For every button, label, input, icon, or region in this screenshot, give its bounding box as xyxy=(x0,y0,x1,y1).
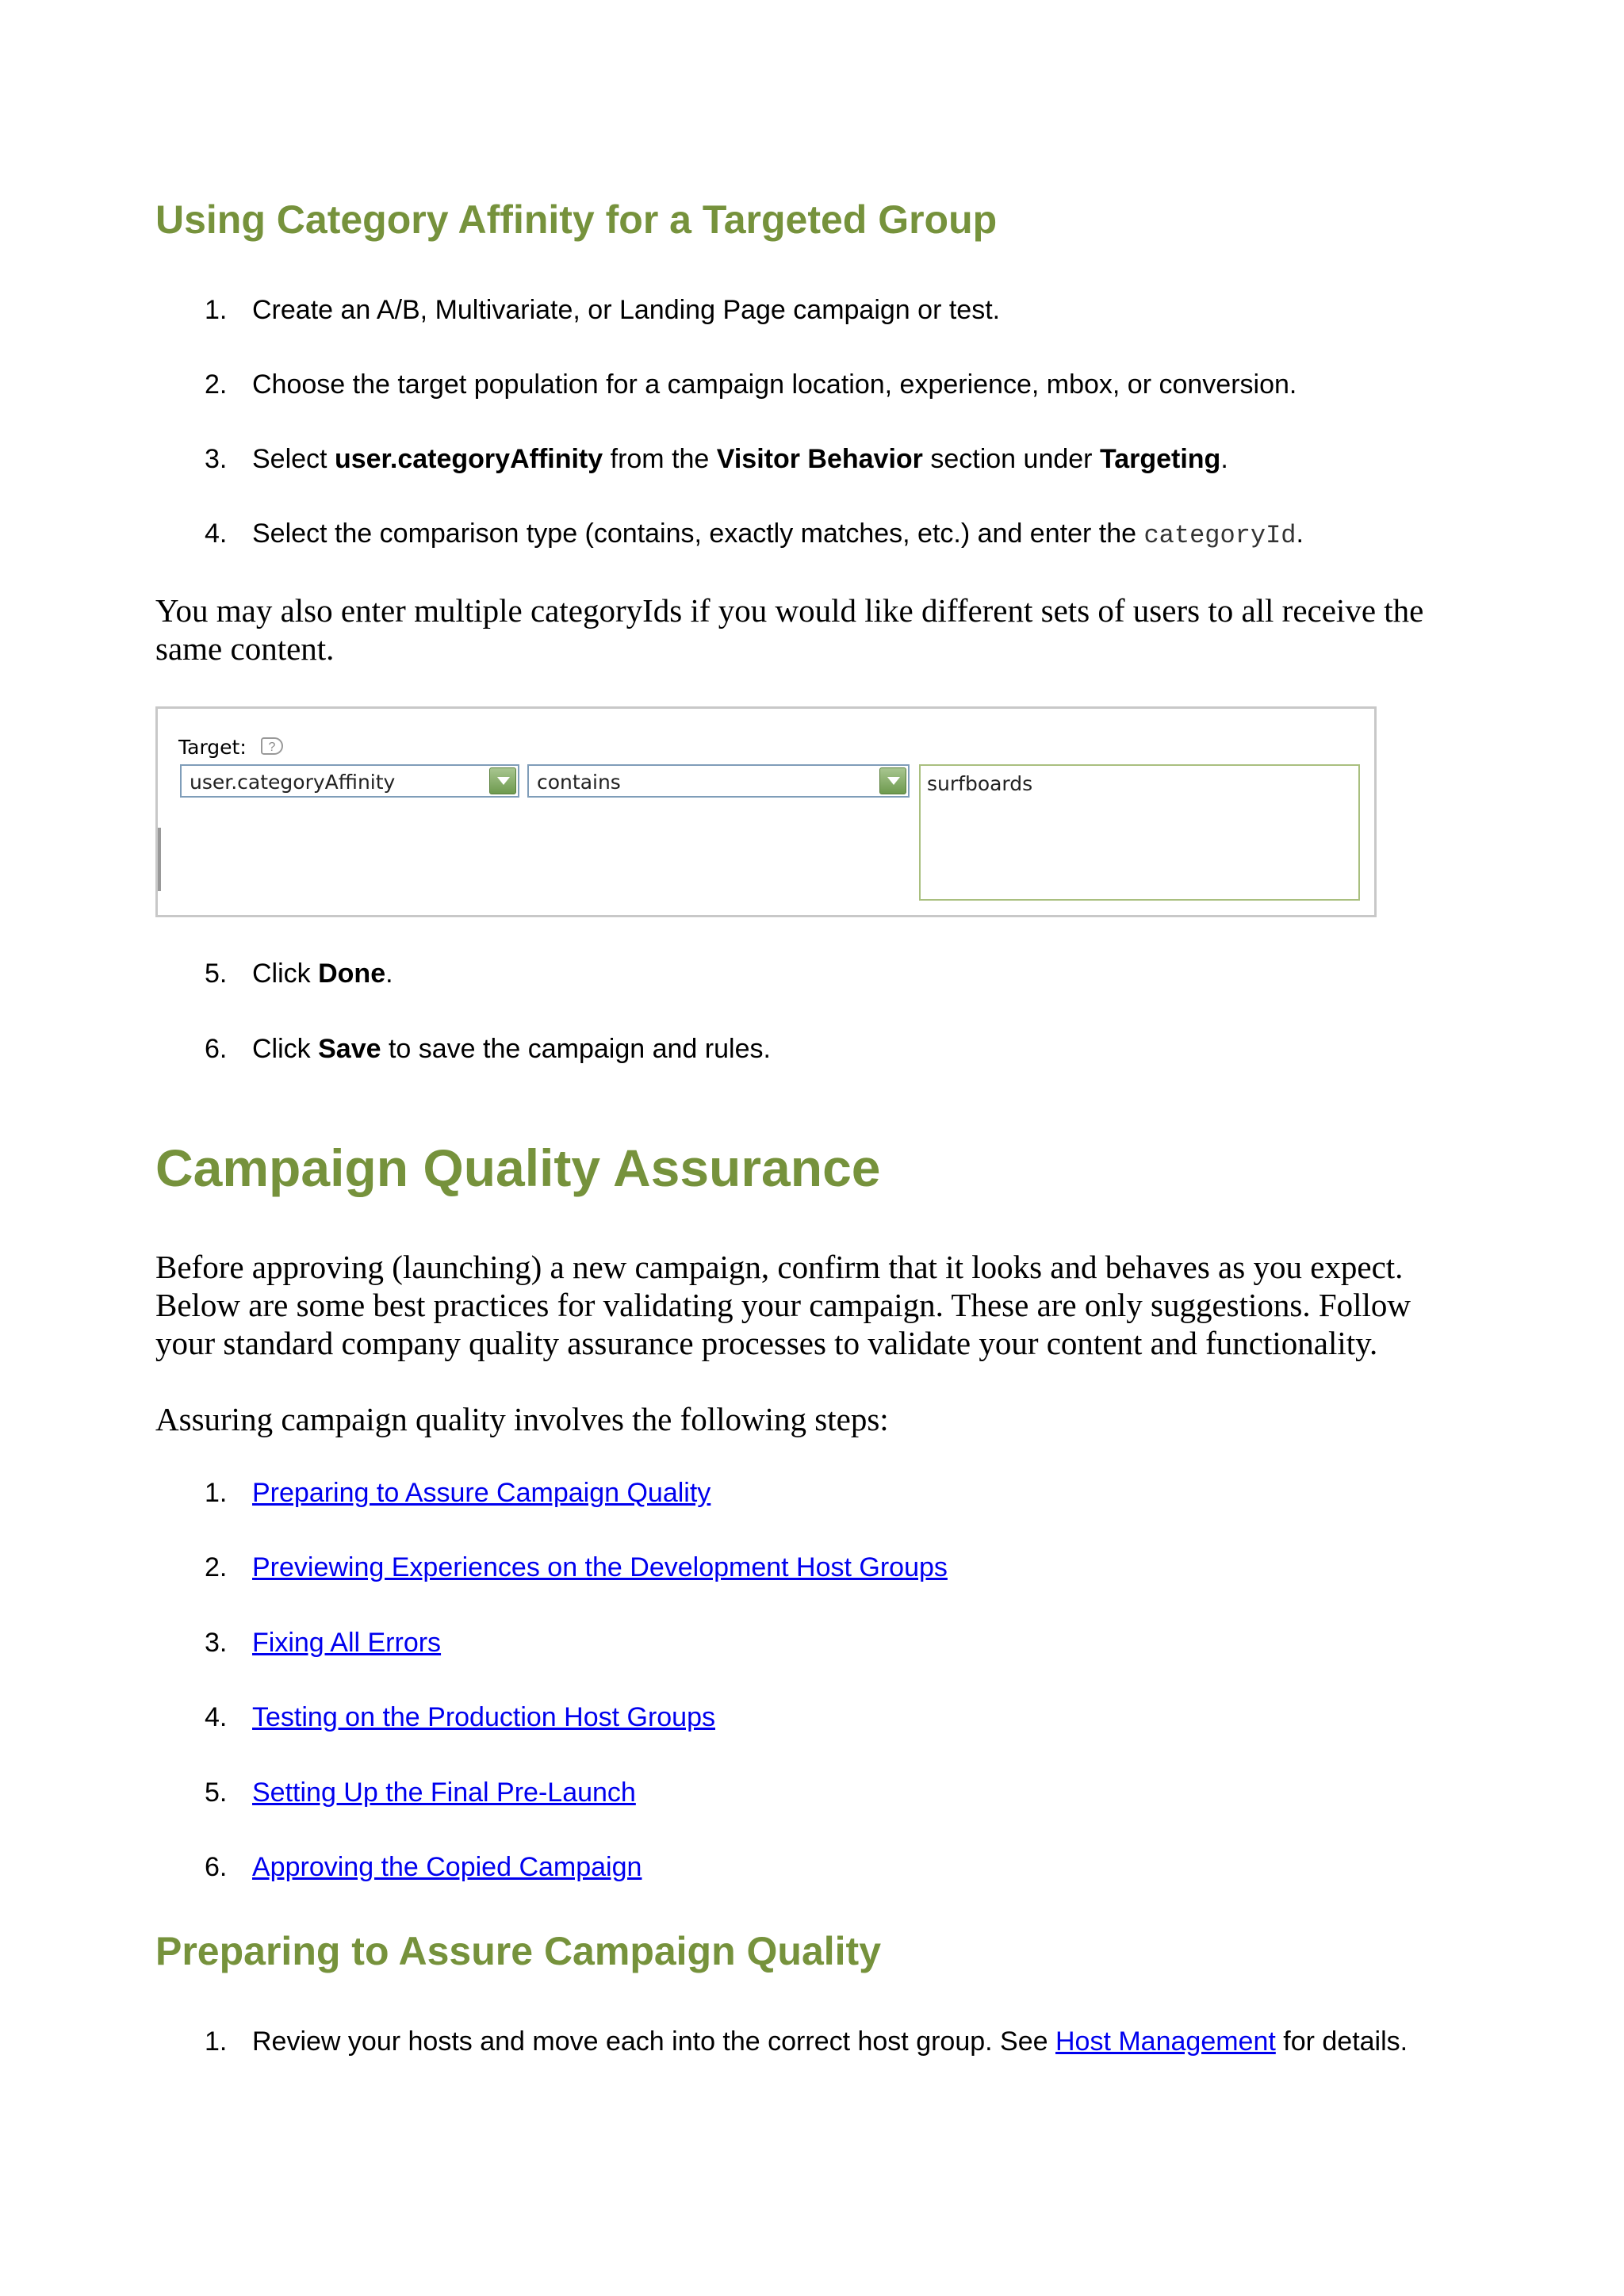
list-text-post: . xyxy=(385,959,393,989)
field-select[interactable] xyxy=(180,764,519,798)
value-textarea-text: surfboards xyxy=(927,772,1033,795)
list-number: 2. xyxy=(205,369,228,400)
link-testing-production[interactable]: Testing on the Production Host Groups xyxy=(252,1702,715,1732)
list-text-post: for details. xyxy=(1275,2026,1408,2057)
list-number: 1. xyxy=(205,1478,228,1508)
list-number: 6. xyxy=(205,1034,228,1064)
bold-term: Targeting xyxy=(1099,444,1221,474)
link-final-prelaunch[interactable]: Setting Up the Final Pre-Launch xyxy=(252,1777,636,1808)
list-item xyxy=(205,2026,1408,2057)
section-heading-campaign-qa: Campaign Quality Assurance xyxy=(155,1138,881,1197)
operator-select[interactable] xyxy=(527,764,910,798)
chevron-down-icon[interactable] xyxy=(879,767,906,794)
list-number: 2. xyxy=(205,1552,228,1582)
list-text-post: to save the campaign and rules. xyxy=(381,1034,771,1064)
bold-term: Done xyxy=(318,959,386,989)
targeting-screenshot xyxy=(155,706,1377,917)
list-text-post: . xyxy=(1296,519,1304,549)
section-heading-category-affinity: Using Category Affinity for a Targeted Group xyxy=(155,197,998,242)
list-number: 5. xyxy=(205,1777,228,1808)
list-text-pre: Select xyxy=(252,444,335,474)
list-number: 5. xyxy=(205,959,228,989)
list-number: 1. xyxy=(205,2026,228,2057)
list-number: 3. xyxy=(205,1628,228,1658)
list-item xyxy=(205,1034,771,1065)
chevron-down-icon[interactable] xyxy=(489,767,516,794)
list-item xyxy=(205,519,1304,550)
list-text: Create an A/B, Multivariate, or Landing Page campaign or test. xyxy=(252,295,1001,325)
list-text-mid: from the xyxy=(603,444,717,474)
list-item xyxy=(205,1702,715,1733)
bold-term: user.categoryAffinity xyxy=(334,444,603,474)
list-item xyxy=(205,444,1228,475)
help-icon[interactable]: ? xyxy=(261,737,283,755)
operator-select-value: contains xyxy=(537,771,621,794)
target-label: Target: xyxy=(178,736,247,759)
list-number: 4. xyxy=(205,1702,228,1732)
list-item xyxy=(205,369,1297,400)
link-fixing-errors[interactable]: Fixing All Errors xyxy=(252,1628,442,1658)
field-select-value: user.categoryAffinity xyxy=(190,771,396,794)
section-heading-preparing-qa: Preparing to Assure Campaign Quality xyxy=(155,1929,882,1973)
list-item xyxy=(205,295,1000,326)
list-item xyxy=(205,1552,948,1583)
list-item xyxy=(205,1628,441,1659)
list-text-pre: Click xyxy=(252,959,319,989)
list-number: 1. xyxy=(205,295,228,325)
link-approving-campaign[interactable]: Approving the Copied Campaign xyxy=(252,1852,642,1882)
divider xyxy=(158,828,161,891)
list-item xyxy=(205,1777,636,1808)
list-text: Choose the target population for a campaign location, experience, mbox, or conversion. xyxy=(252,369,1297,400)
paragraph-steps-intro: Assuring campaign quality involves the following steps: xyxy=(155,1401,889,1437)
list-item xyxy=(205,959,393,989)
list-number: 4. xyxy=(205,519,228,549)
list-number: 6. xyxy=(205,1852,228,1882)
code-term: categoryId xyxy=(1143,521,1297,550)
link-previewing-experiences[interactable]: Previewing Experiences on the Development Host Groups xyxy=(252,1552,948,1582)
list-number: 3. xyxy=(205,444,228,474)
list-text-mid: section under xyxy=(922,444,1100,474)
link-preparing-qa[interactable]: Preparing to Assure Campaign Quality xyxy=(252,1478,711,1508)
bold-term: Save xyxy=(318,1034,381,1064)
link-host-management[interactable]: Host Management xyxy=(1055,2026,1276,2057)
bold-term: Visitor Behavior xyxy=(716,444,923,474)
list-text-post: . xyxy=(1220,444,1228,474)
list-text-pre: Select the comparison type (contains, exactly matches, etc.) and enter the xyxy=(252,519,1144,549)
list-text-pre: Click xyxy=(252,1034,319,1064)
paragraph-note: You may also enter multiple categoryIds if you would like different sets of users to all receive the same content. xyxy=(155,592,1424,667)
paragraph-intro: Before approving (launching) a new campaign, confirm that it looks and behaves as you expect. Below are some best practices for validating your campaign. These are only suggestions. Follow your standard company quality assurance processes to validate your content and functionality. xyxy=(155,1249,1411,1361)
list-item xyxy=(205,1478,710,1509)
value-textarea[interactable] xyxy=(919,764,1360,901)
list-item xyxy=(205,1852,642,1883)
list-text-pre: Review your hosts and move each into the correct host group. See xyxy=(252,2026,1055,2057)
